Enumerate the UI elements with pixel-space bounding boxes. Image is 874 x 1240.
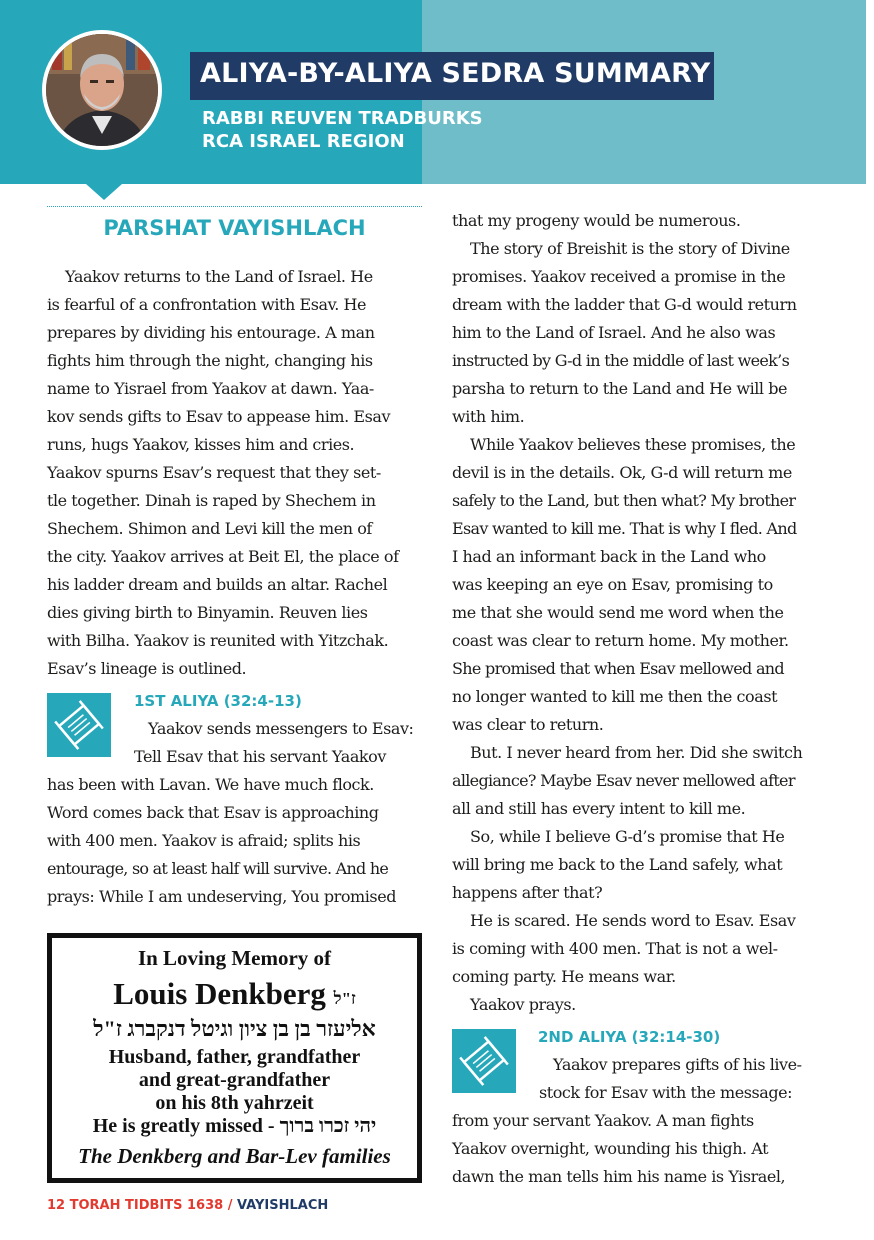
memorial-hebrew-name: אליעזר בן בן ציון וגיטל דנקברג ז"ל <box>93 1016 376 1041</box>
intro-line: fights him through the night, changing his <box>47 351 373 370</box>
memorial-line: and great-grandfather <box>138 1069 331 1091</box>
header-notch <box>86 184 122 200</box>
right-line: that my progeny would be numerous. <box>452 211 741 230</box>
page-footer <box>47 1198 328 1213</box>
memorial-name <box>52 976 417 1012</box>
right-line: Yaakov prays. <box>470 995 576 1014</box>
aliya-2-indented <box>539 1051 843 1107</box>
memorial-box <box>47 933 422 1183</box>
memorial-name-suffix: ז"ל <box>333 989 356 1008</box>
memorial-families: The Denkberg and Bar-Lev families <box>78 1144 391 1168</box>
right-line: She promised that when Esav mellowed and <box>452 659 784 678</box>
aliya-2-line: dawn the man tells him his name is Yisrael, <box>452 1167 786 1186</box>
right-line: So, while I believe G-d’s promise that He <box>470 827 785 846</box>
aliya-1-heading: 1ST ALIYA (32:4-13) <box>134 692 302 710</box>
footer-page-info: 12 TORAH TIDBITS 1638 / <box>47 1198 233 1213</box>
right-line: was clear to return. <box>452 715 604 734</box>
aliya-2-line: from your servant Yaakov. A man fights <box>452 1111 754 1130</box>
right-line: with him. <box>452 407 525 426</box>
aliya-1-line: entourage, so at least half will survive. And he <box>47 859 389 878</box>
right-line: safely to the Land, but then what? My brother <box>452 491 796 510</box>
aliya-1-line: with 400 men. Yaakov is afraid; splits his <box>47 831 361 850</box>
right-line: happens after that? <box>452 883 603 902</box>
memorial-name-text: Louis Denkberg <box>113 976 326 1011</box>
right-line: him to the Land of Israel. And he also was <box>452 323 776 342</box>
aliya-2-line: Yaakov overnight, wounding his thigh. At <box>452 1139 769 1158</box>
right-line: devil is in the details. Ok, G-d will return me <box>452 463 792 482</box>
right-line: will bring me back to the Land safely, what <box>452 855 783 874</box>
right-line: was keeping an eye on Esav, promising to <box>452 575 773 594</box>
aliya-2-line: Yaakov prepares gifts of his live- <box>553 1055 802 1074</box>
right-column-text <box>452 207 842 1019</box>
intro-line: tle together. Dinah is raped by Shechem in <box>47 491 376 510</box>
intro-line: the city. Yaakov arrives at Beit El, the place of <box>47 547 399 566</box>
intro-line: Shechem. Shimon and Levi kill the men of <box>47 519 372 538</box>
aliya-1-line: Tell Esav that his servant Yaakov <box>134 747 386 766</box>
memorial-line: He is greatly missed - יהי זכרו ברוך <box>92 1115 377 1137</box>
footer-section: VAYISHLACH <box>237 1198 329 1213</box>
right-line: The story of Breishit is the story of Divine <box>470 239 790 258</box>
author-region: RCA ISRAEL REGION <box>202 131 405 152</box>
right-line: is coming with 400 men. That is not a wel- <box>452 939 778 958</box>
intro-line: name to Yisrael from Yaakov at dawn. Yaa- <box>47 379 374 398</box>
right-line: Esav wanted to kill me. That is why I fled. And <box>452 519 797 538</box>
intro-line: with Bilha. Yaakov is reunited with Yitzchak. <box>47 631 389 650</box>
intro-paragraph <box>47 263 427 683</box>
right-line: promises. Yaakov received a promise in the <box>452 267 786 286</box>
right-line: no longer wanted to kill me then the coast <box>452 687 778 706</box>
parsha-title: PARSHAT VAYISHLACH <box>103 216 366 240</box>
aliya-2-paragraph <box>452 1107 842 1191</box>
right-line: coast was clear to return home. My mother. <box>452 631 789 650</box>
aliya-1-line: has been with Lavan. We have much flock. <box>47 775 374 794</box>
memorial-line: Husband, father, grandfather <box>108 1046 361 1068</box>
right-line: allegiance? Maybe Esav never mellowed after <box>452 771 795 790</box>
right-line: He is scared. He sends word to Esav. Esav <box>470 911 796 930</box>
right-line: me that she would send me word when the <box>452 603 784 622</box>
right-line: instructed by G-d in the middle of last week’s <box>452 351 790 370</box>
right-line: dream with the ladder that G-d would return <box>452 295 797 314</box>
intro-line: dies giving birth to Binyamin. Reuven lies <box>47 603 368 622</box>
intro-line: his ladder dream and builds an altar. Rachel <box>47 575 388 594</box>
aliya-1-line: Yaakov sends messengers to Esav: <box>148 719 414 738</box>
right-line: parsha to return to the Land and He will be <box>452 379 788 398</box>
right-line: I had an informant back in the Land who <box>452 547 766 566</box>
aliya-2-heading: 2ND ALIYA (32:14-30) <box>538 1028 721 1046</box>
right-line: While Yaakov believes these promises, the <box>470 435 796 454</box>
memorial-line: In Loving Memory of <box>137 946 332 970</box>
intro-line: runs, hugs Yaakov, kisses him and cries. <box>47 435 355 454</box>
torah-scroll-icon <box>47 693 111 757</box>
aliya-2-line: stock for Esav with the message: <box>539 1083 793 1102</box>
right-line: But. I never heard from her. Did she switch <box>470 743 803 762</box>
intro-line: Yaakov spurns Esav’s request that they set- <box>47 463 381 482</box>
author-photo <box>42 30 162 150</box>
intro-line: kov sends gifts to Esav to appease him. Esav <box>47 407 391 426</box>
memorial-line: on his 8th yahrzeit <box>155 1092 314 1114</box>
intro-line: Esav’s lineage is outlined. <box>47 659 247 678</box>
dotted-divider <box>47 206 422 207</box>
intro-line: is fearful of a confrontation with Esav. He <box>47 295 367 314</box>
intro-line: Yaakov returns to the Land of Israel. He <box>65 267 373 286</box>
right-line: coming party. He means war. <box>452 967 676 986</box>
aliya-1-indented <box>134 715 428 771</box>
author-name: RABBI REUVEN TRADBURKS <box>202 108 483 129</box>
intro-line: prepares by dividing his entourage. A man <box>47 323 375 342</box>
aliya-1-line: prays: While I am undeserving, You promised <box>47 887 397 906</box>
right-line: all and still has every intent to kill me. <box>452 799 746 818</box>
page-title: ALIYA-BY-ALIYA SEDRA SUMMARY <box>200 58 711 89</box>
torah-scroll-icon <box>452 1029 516 1093</box>
aliya-1-line: Word comes back that Esav is approaching <box>47 803 379 822</box>
aliya-1-paragraph <box>47 771 427 911</box>
